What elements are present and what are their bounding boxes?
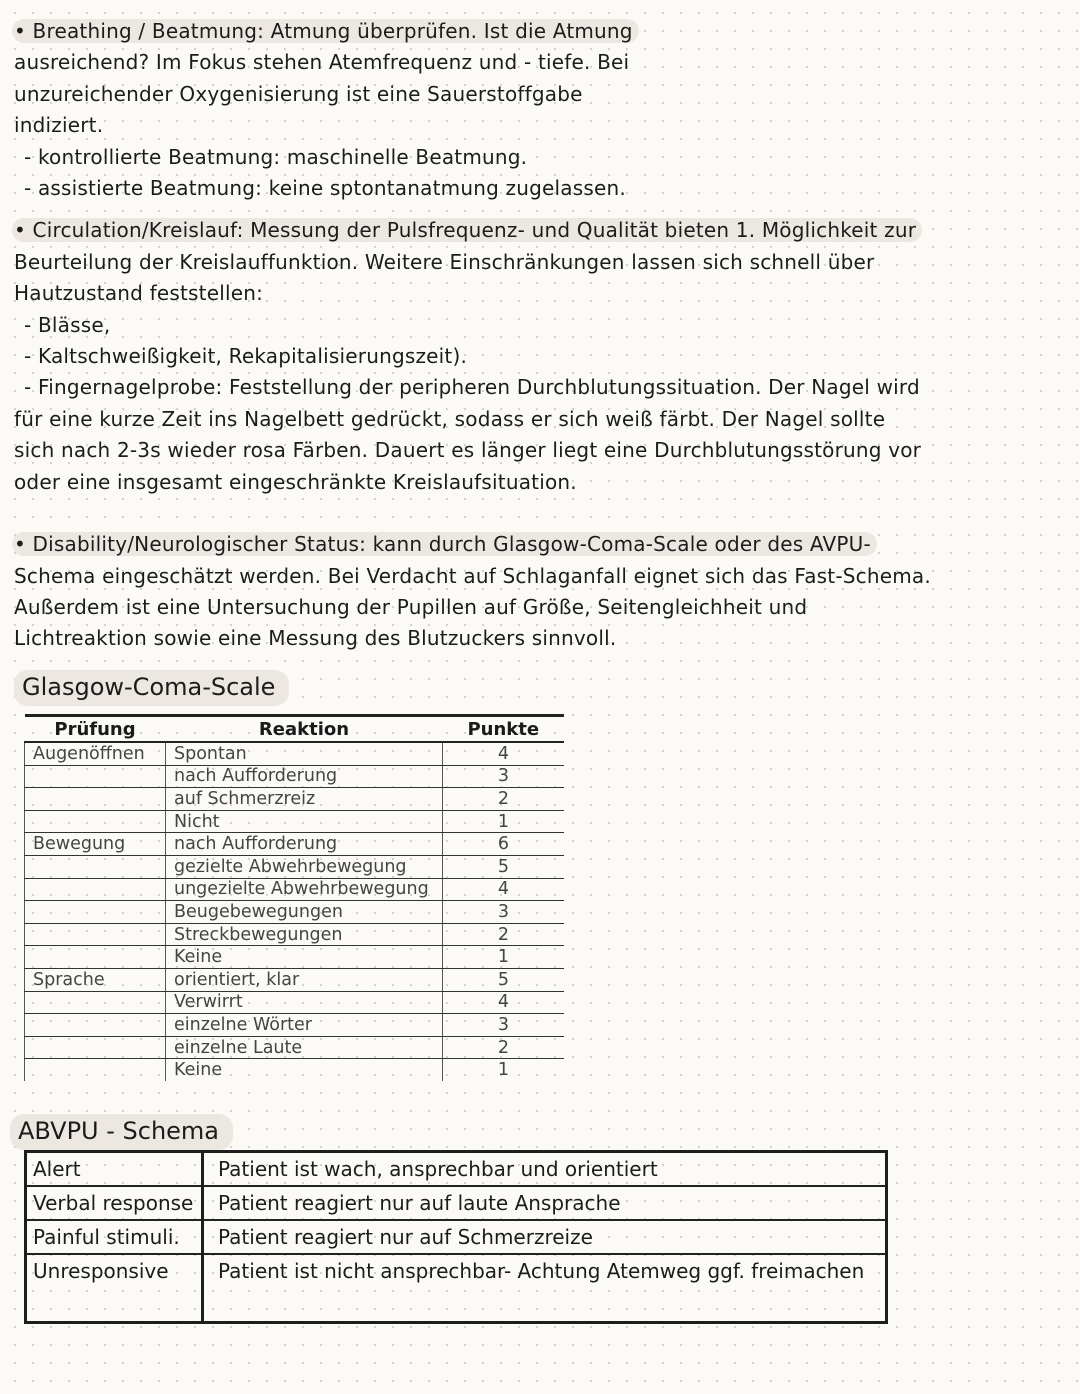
avpu-cell-description: Patient ist wach, ansprechbar und orientiert xyxy=(203,1152,887,1187)
breathing-text: ausreichend? Im Fokus stehen Atemfrequenz und - tiefe. Bei xyxy=(14,50,630,75)
gcs-cell-pruefung xyxy=(25,1036,166,1059)
breathing-section xyxy=(14,16,934,204)
gcs-cell-reaktion: auf Schmerzreiz xyxy=(166,788,443,811)
avpu-table xyxy=(24,1150,888,1324)
circulation-bullet: - Blässe, xyxy=(24,312,111,337)
avpu-cell-description: Patient reagiert nur auf laute Ansprache xyxy=(203,1186,887,1220)
table-row xyxy=(25,878,565,901)
notes-body xyxy=(14,16,934,655)
gcs-cell-punkte: 6 xyxy=(443,833,565,856)
gcs-cell-punkte: 3 xyxy=(443,901,565,924)
gcs-cell-reaktion: Spontan xyxy=(166,742,443,765)
gcs-cell-reaktion: Beugebewegungen xyxy=(166,901,443,924)
gcs-cell-punkte: 2 xyxy=(443,923,565,946)
table-row xyxy=(25,833,565,856)
gcs-cell-punkte: 3 xyxy=(443,765,565,788)
gcs-title: Glasgow-Coma-Scale xyxy=(14,670,289,706)
gcs-cell-pruefung: Bewegung xyxy=(25,833,166,856)
circulation-text: für eine kurze Zeit ins Nagelbett gedrückt, sodass er sich weiß färbt. Der Nagel sollte xyxy=(14,406,886,431)
circulation-text: Hautzustand feststellen: xyxy=(14,281,264,306)
gcs-cell-pruefung: Sprache xyxy=(25,968,166,991)
breathing-bullet: - assistierte Beatmung: keine sptontanatmung zugelassen. xyxy=(24,176,626,201)
breathing-bullet: - kontrollierte Beatmung: maschinelle Beatmung. xyxy=(24,144,528,169)
table-row xyxy=(25,991,565,1014)
table-row xyxy=(25,923,565,946)
gcs-table xyxy=(24,714,564,1081)
gcs-cell-punkte: 3 xyxy=(443,1014,565,1037)
table-row xyxy=(25,968,565,991)
gcs-cell-punkte: 4 xyxy=(443,878,565,901)
table-row xyxy=(26,1254,887,1323)
gcs-cell-punkte: 1 xyxy=(443,946,565,969)
gcs-cell-reaktion: einzelne Wörter xyxy=(166,1014,443,1037)
gcs-cell-pruefung xyxy=(25,788,166,811)
table-row xyxy=(25,1036,565,1059)
avpu-cell-description: Patient ist nicht ansprechbar- Achtung Atemweg ggf. freimachen xyxy=(218,1259,865,1283)
table-row xyxy=(25,1059,565,1081)
table-row xyxy=(25,765,565,788)
gcs-cell-reaktion: Keine xyxy=(166,1059,443,1081)
gcs-cell-punkte: 4 xyxy=(443,991,565,1014)
table-row xyxy=(26,1152,887,1187)
circulation-bullet: - Kaltschweißigkeit, Rekapitalisierungszeit). xyxy=(24,344,468,369)
table-row xyxy=(25,855,565,878)
circulation-section xyxy=(14,215,934,498)
gcs-header-row xyxy=(25,716,565,743)
gcs-header-punkte: Punkte xyxy=(443,716,565,743)
avpu-cell-description: Patient reagiert nur auf Schmerzreize xyxy=(203,1220,887,1254)
gcs-cell-reaktion: ungezielte Abwehrbewegung xyxy=(166,878,443,901)
avpu-cell-level: Alert xyxy=(26,1152,203,1187)
gcs-cell-pruefung xyxy=(25,923,166,946)
gcs-cell-reaktion: nach Aufforderung xyxy=(166,833,443,856)
gcs-cell-pruefung xyxy=(25,1014,166,1037)
disability-section xyxy=(14,529,934,655)
breathing-text: indiziert. xyxy=(14,113,104,138)
gcs-cell-pruefung xyxy=(25,810,166,833)
table-row xyxy=(26,1220,887,1254)
gcs-cell-punkte: 5 xyxy=(443,968,565,991)
table-row xyxy=(25,742,565,765)
disability-text: Außerdem ist eine Untersuchung der Pupillen auf Größe, Seitengleichheit und xyxy=(14,594,808,619)
table-row xyxy=(25,788,565,811)
gcs-header-reaktion: Reaktion xyxy=(166,716,443,743)
gcs-cell-punkte: 4 xyxy=(443,742,565,765)
circulation-text: sich nach 2-3s wieder rosa Färben. Dauert es länger liegt eine Durchblutungsstörung vor xyxy=(14,438,922,463)
circulation-heading: • Circulation/Kreislauf: Messung der Pulsfrequenz- und Qualität bieten 1. Möglichkeit zur xyxy=(12,218,922,242)
gcs-cell-reaktion: Streckbewegungen xyxy=(166,923,443,946)
gcs-cell-reaktion: Verwirrt xyxy=(166,991,443,1014)
gcs-cell-reaktion: gezielte Abwehrbewegung xyxy=(166,855,443,878)
avpu-cell-level: Unresponsive xyxy=(26,1254,203,1323)
breathing-text: unzureichender Oxygenisierung ist eine Sauerstoffgabe xyxy=(14,81,583,106)
gcs-cell-pruefung xyxy=(25,946,166,969)
table-row xyxy=(25,946,565,969)
gcs-cell-pruefung xyxy=(25,765,166,788)
disability-text: Lichtreaktion sowie eine Messung des Blutzuckers sinnvoll. xyxy=(14,626,617,651)
gcs-cell-reaktion: orientiert, klar xyxy=(166,968,443,991)
disability-heading: • Disability/Neurologischer Status: kann durch Glasgow-Coma-Scale oder des AVPU- xyxy=(12,532,877,556)
gcs-cell-punkte: 2 xyxy=(443,1036,565,1059)
disability-text: Schema eingeschätzt werden. Bei Verdacht auf Schlaganfall eignet sich das Fast-Schema. xyxy=(14,563,931,588)
gcs-cell-pruefung xyxy=(25,901,166,924)
gcs-cell-reaktion: Keine xyxy=(166,946,443,969)
gcs-cell-punkte: 5 xyxy=(443,855,565,878)
gcs-cell-punkte: 1 xyxy=(497,1060,510,1081)
gcs-cell-punkte: 1 xyxy=(443,810,565,833)
circulation-text: Beurteilung der Kreislauffunktion. Weitere Einschränkungen lassen sich schnell über xyxy=(14,249,875,274)
gcs-cell-pruefung xyxy=(25,878,166,901)
avpu-cell-level: Painful stimuli. xyxy=(26,1220,203,1254)
circulation-bullet: - Fingernagelprobe: Feststellung der peripheren Durchblutungssituation. Der Nagel wird xyxy=(24,375,920,400)
gcs-cell-reaktion: nach Aufforderung xyxy=(166,765,443,788)
gcs-cell-reaktion: einzelne Laute xyxy=(166,1036,443,1059)
gcs-cell-pruefung xyxy=(25,991,166,1014)
avpu-cell-level: Verbal response xyxy=(26,1186,203,1220)
gcs-header-pruefung: Prüfung xyxy=(25,716,166,743)
gcs-cell-punkte: 2 xyxy=(443,788,565,811)
gcs-cell-pruefung xyxy=(25,1059,166,1081)
breathing-heading: • Breathing / Beatmung: Atmung überprüfen. Ist die Atmung xyxy=(12,19,639,43)
table-row xyxy=(25,810,565,833)
gcs-cell-reaktion: Nicht xyxy=(166,810,443,833)
circulation-text: oder eine insgesamt eingeschränkte Kreislaufsituation. xyxy=(14,469,577,494)
gcs-cell-pruefung: Augenöffnen xyxy=(25,742,166,765)
gcs-cell-pruefung xyxy=(25,855,166,878)
avpu-title: ABVPU - Schema xyxy=(10,1114,233,1150)
table-row xyxy=(26,1186,887,1220)
table-row xyxy=(25,901,565,924)
table-row xyxy=(25,1014,565,1037)
